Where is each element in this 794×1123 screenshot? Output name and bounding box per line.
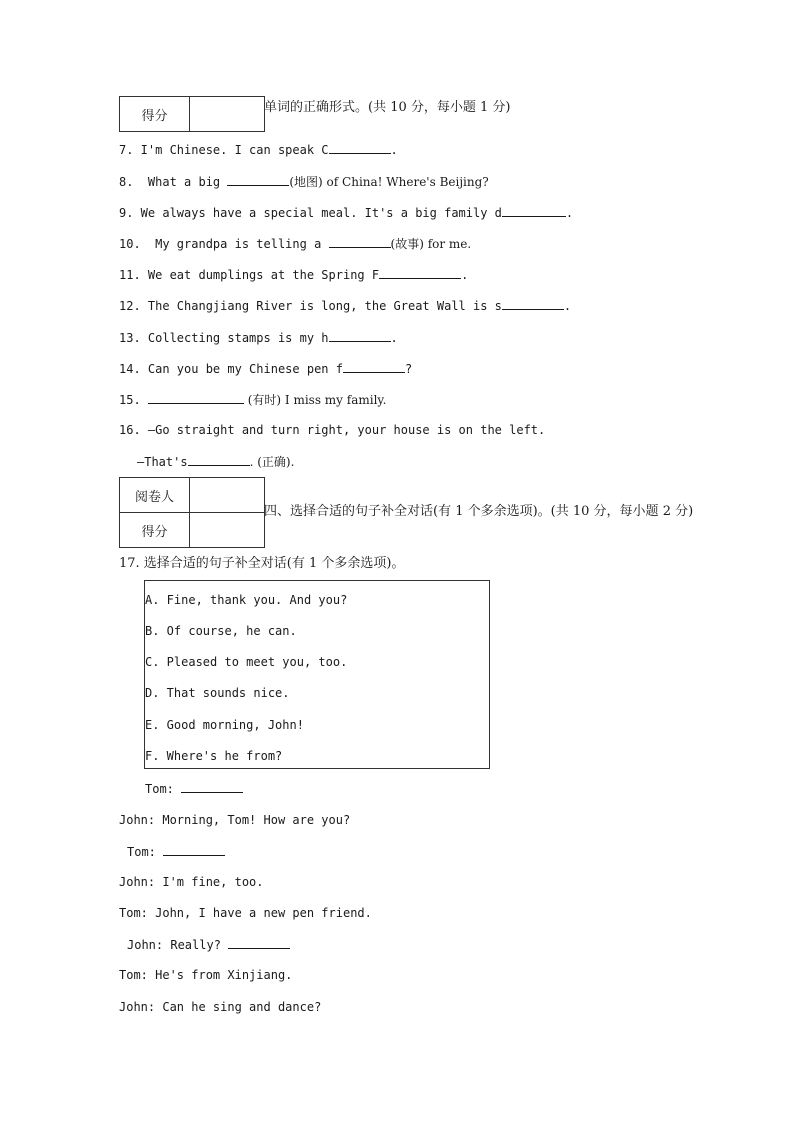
dialogue-line-7: Tom: He's from Xinjiang.: [119, 968, 293, 982]
answer-blank[interactable]: [329, 141, 391, 154]
dialogue-line-8: John: Can he sing and dance?: [119, 1000, 322, 1014]
score-table-top: [119, 96, 265, 132]
section-4-title: 四、选择合适的句子补全对话(有 1 个多余选项)。(共 10 分，每小题 2 分): [264, 504, 694, 519]
option-d: D. That sounds nice.: [145, 686, 290, 700]
question-8: 8. What a big (地图) of China! Where's Beijing?: [119, 175, 489, 189]
answer-blank[interactable]: [163, 843, 225, 856]
option-c: C. Pleased to meet you, too.: [145, 655, 348, 669]
question-11: 11. We eat dumplings at the Spring F .: [119, 268, 469, 282]
reviewer-label: 阅卷人: [120, 478, 190, 513]
answer-blank[interactable]: [188, 453, 250, 466]
answer-blank[interactable]: [181, 780, 243, 793]
answer-blank[interactable]: [502, 204, 566, 217]
question-10: 10. My grandpa is telling a (故事) for me.: [119, 237, 472, 251]
score-table-section-4: [119, 477, 265, 548]
score-label: 得分: [120, 97, 190, 132]
question-7: 7. I'm Chinese. I can speak C .: [119, 143, 398, 157]
question-16-reply: —That's . (正确).: [137, 455, 295, 469]
option-f: F. Where's he from?: [145, 749, 283, 763]
answer-blank[interactable]: [329, 235, 391, 248]
dialogue-line-6: John: Really?: [127, 936, 290, 953]
answer-blank[interactable]: [379, 266, 461, 279]
section-3-title: 单词的正确形式。(共 10 分，每小题 1 分): [264, 100, 511, 115]
question-14: 14. Can you be my Chinese pen f ?: [119, 362, 413, 376]
dialogue-line-2: John: Morning, Tom! How are you?: [119, 813, 351, 827]
dialogue-line-3: Tom:: [127, 843, 225, 860]
option-a: A. Fine, thank you. And you?: [145, 593, 348, 607]
score-cell[interactable]: [190, 513, 265, 548]
option-e: E. Good morning, John!: [145, 718, 304, 732]
question-13: 13. Collecting stamps is my h .: [119, 331, 398, 345]
reviewer-cell[interactable]: [190, 478, 265, 513]
question-15: 15. (有时) I miss my family.: [119, 393, 387, 407]
answer-blank[interactable]: [227, 173, 289, 186]
score-label: 得分: [120, 513, 190, 548]
options-box: [144, 580, 490, 769]
question-16: 16. —Go straight and turn right, your house is on the left.: [119, 423, 546, 437]
question-9: 9. We always have a special meal. It's a big family d .: [119, 206, 574, 220]
answer-blank[interactable]: [343, 360, 405, 373]
question-17-title: 17. 选择合适的句子补全对话(有 1 个多余选项)。: [119, 556, 405, 571]
answer-blank[interactable]: [502, 297, 564, 310]
dialogue-line-1: Tom:: [145, 780, 243, 797]
answer-blank[interactable]: [228, 936, 290, 949]
question-12: 12. The Changjiang River is long, the Great Wall is s .: [119, 299, 572, 313]
answer-blank[interactable]: [148, 391, 244, 404]
dialogue-line-5: Tom: John, I have a new pen friend.: [119, 906, 372, 920]
answer-blank[interactable]: [329, 329, 391, 342]
option-b: B. Of course, he can.: [145, 624, 297, 638]
dialogue-line-4: John: I'm fine, too.: [119, 875, 264, 889]
score-cell[interactable]: [190, 97, 265, 132]
